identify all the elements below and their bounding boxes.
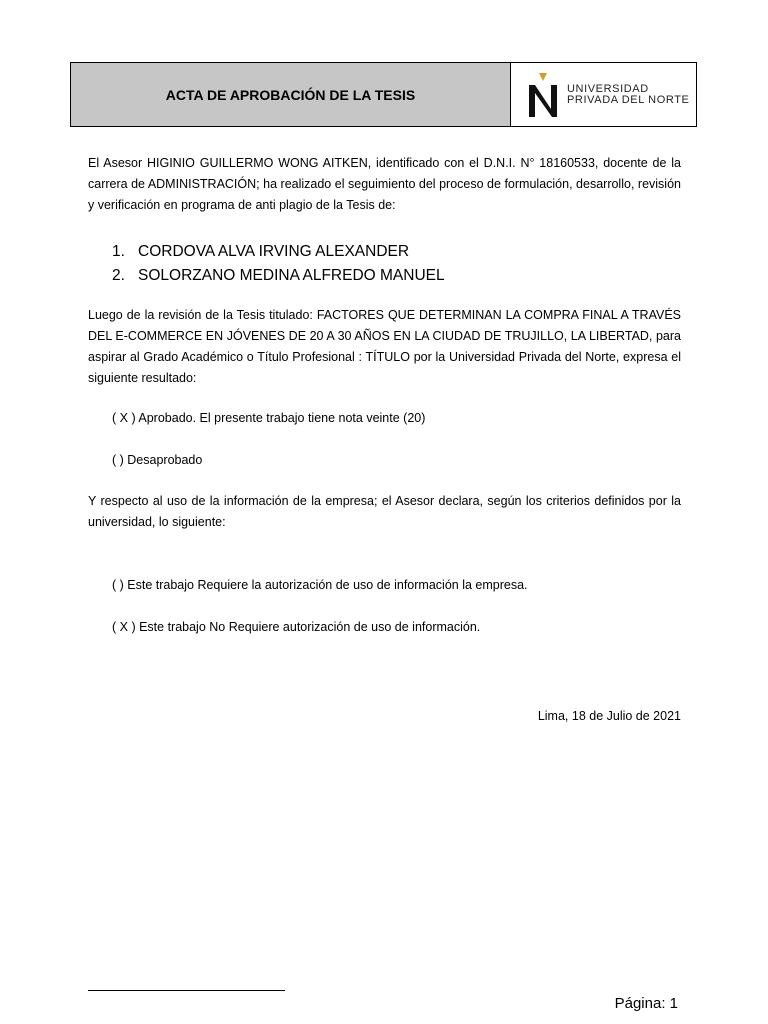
document-date: Lima, 18 de Julio de 2021: [537, 709, 681, 723]
author-name: CORDOVA ALVA IRVING ALEXANDER: [138, 243, 410, 260]
logo-line-2: PRIVADA DEL NORTE: [567, 93, 690, 106]
document-title: ACTA DE APROBACIÓN DE LA TESIS: [71, 63, 511, 126]
info-statement: Y respecto al uso de la información de la empresa; el Asesor declara, según los criterios definidos por la universidad, lo siguiente:: [88, 494, 681, 529]
no-authorization-option: ( X ) Este trabajo No Requiere autorización de uso de información.: [112, 620, 481, 634]
disapproved-option: ( ) Desaprobado: [112, 453, 203, 467]
authors-list: [112, 240, 445, 288]
list-item: [112, 264, 445, 288]
approved-option: ( X ) Aprobado. El presente trabajo tiene nota veinte (20): [112, 411, 426, 425]
upn-logo-icon: [525, 71, 561, 119]
footnote-separator: [88, 990, 285, 991]
logo-text: [567, 84, 689, 106]
intro-paragraph: El Asesor HIGINIO GUILLERMO WONG AITKEN, identificado con el D.N.I. N° 18160533, docente de la carrera de ADMINISTRACIÓN; ha realizado el seguimiento del proceso de formulación, desarrollo, revisión y verificación en programa de anti plagio de la Tesis de:: [88, 156, 681, 212]
list-item: [112, 240, 445, 264]
review-paragraph: Luego de la revisión de la Tesis titulado: FACTORES QUE DETERMINAN LA COMPRA FINAL A TRAVÉS DEL E-COMMERCE EN JÓVENES DE 20 A 30 AÑOS EN LA CIUDAD DE TRUJILLO, LA LIBERTAD, para aspirar al Grado Académico o Título Profesional : TÍTULO por la Universidad Privada del Norte, expresa el siguiente resultado:: [88, 308, 681, 385]
requires-authorization-option: ( ) Este trabajo Requiere la autorización de uso de información la empresa.: [112, 578, 528, 592]
author-number: 2.: [112, 267, 125, 284]
author-number: 1.: [112, 243, 125, 260]
author-name: SOLORZANO MEDINA ALFREDO MANUEL: [138, 267, 445, 284]
university-logo: [511, 63, 696, 126]
logo-line-1: UNIVERSIDAD: [567, 82, 649, 95]
page-number: Página: 1: [614, 995, 678, 1012]
document-header: [70, 62, 697, 127]
